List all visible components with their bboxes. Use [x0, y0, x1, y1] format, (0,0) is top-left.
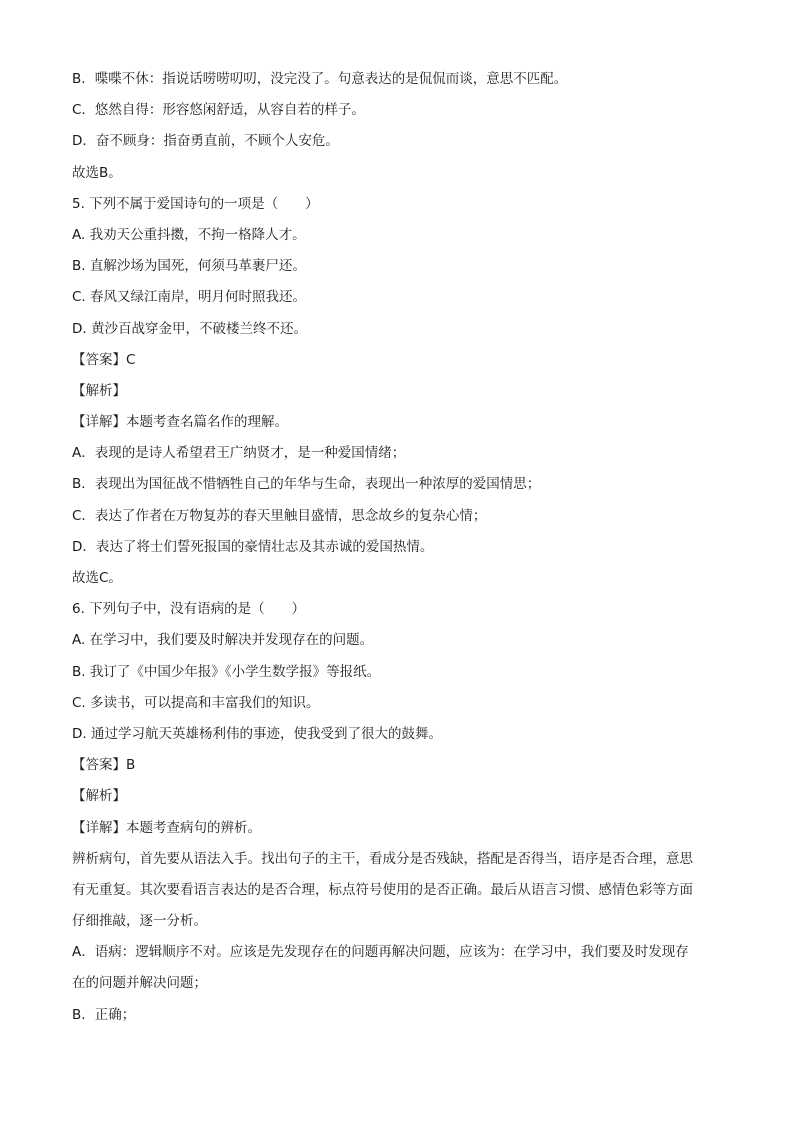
- question-5-stem: 5. 下列不属于爱国诗句的一项是（ ）: [72, 195, 319, 212]
- detail-line: 【详解】本题考查名篇名作的理解。: [72, 414, 288, 431]
- analysis-label: 【解析】: [72, 382, 126, 399]
- text-line: D．表达了将士们誓死报国的豪情壮志及其赤诚的爱国热情。: [72, 538, 434, 555]
- question-5-option-b: B. 直解沙场为国死，何须马革裹尸还。: [72, 258, 306, 275]
- detail-line: 【详解】本题考查病句的辨析。: [72, 819, 261, 836]
- text-line: 故选B。: [72, 164, 122, 181]
- question-6-option-a: A. 在学习中，我们要及时解决并发现存在的问题。: [72, 632, 374, 649]
- text-line: B．喋喋不休：指说话唠唠叨叨，没完没了。句意表达的是侃侃而谈，意思不匹配。: [72, 71, 568, 87]
- question-6-stem: 6. 下列句子中，没有语病的是（ ）: [72, 601, 306, 618]
- text-line: C．悠然自得：形容悠闲舒适，从容自若的样子。: [72, 102, 365, 119]
- text-line: 辨析病句，首先要从语法入手。找出句子的主干，看成分是否残缺，搭配是否得当，语序是否合理，意思: [72, 850, 693, 867]
- text-line: 仔细推敲，逐一分析。: [72, 913, 207, 930]
- answer-label: 【答案】B: [72, 757, 136, 774]
- document-page: [72, 64, 732, 1031]
- question-5-option-d: D. 黄沙百战穿金甲，不破楼兰终不还。: [72, 320, 307, 337]
- text-line: A．语病：逻辑顺序不对。应该是先发现存在的问题再解决问题，应该为：在学习中，我们要及时发现存: [72, 944, 689, 961]
- question-6-option-b: B. 我订了《中国少年报》《小学生数学报》等报纸。: [72, 663, 381, 680]
- text-line: B．表现出为国征战不惜牺牲自己的年华与生命，表现出一种浓厚的爱国情思；: [72, 476, 541, 493]
- answer-label: 【答案】C: [72, 351, 136, 368]
- question-5-option-c: C. 春风又绿江南岸，明月何时照我还。: [72, 289, 307, 306]
- text-line: D．奋不顾身：指奋勇直前，不顾个人安危。: [72, 133, 339, 150]
- text-line: A．表现的是诗人希望君王广纳贤才，是一种爱国情绪；: [72, 445, 406, 462]
- text-line: C．表达了作者在万物复苏的春天里触目盛情，思念故乡的复杂心情；: [72, 507, 487, 524]
- question-6-option-c: C. 多读书，可以提高和丰富我们的知识。: [72, 694, 320, 711]
- text-line: B．正确；: [72, 1006, 136, 1023]
- text-line: 故选C。: [72, 570, 122, 586]
- question-6-option-d: D. 通过学习航天英雄杨利伟的事迹，使我受到了很大的鼓舞。: [72, 725, 442, 742]
- analysis-label: 【解析】: [72, 788, 126, 805]
- question-5-option-a: A. 我劝天公重抖擞，不拘一格降人才。: [72, 226, 306, 243]
- text-line: 有无重复。其次要看语言表达的是否合理，标点符号使用的是否正确。最后从语言习惯、感情色彩等方面: [72, 881, 693, 898]
- text-line: 在的问题并解决问题；: [72, 975, 207, 992]
